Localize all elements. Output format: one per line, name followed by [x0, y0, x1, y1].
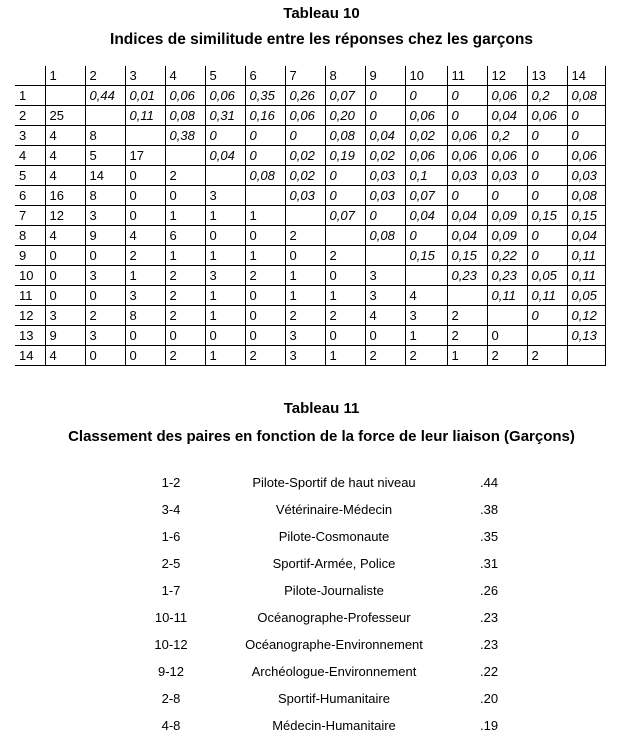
- pair-value: .44: [480, 475, 499, 490]
- table-cell: [527, 326, 567, 346]
- column-header: 1: [45, 66, 85, 86]
- table-cell: 4: [125, 226, 165, 246]
- tableau-10-subtitle: Indices de similitude entre les réponses chez les garçons: [110, 31, 533, 48]
- similarity-table: [15, 66, 606, 366]
- table-cell: 2: [325, 306, 365, 326]
- table-cell: [125, 126, 165, 146]
- row-header: 12: [15, 306, 45, 326]
- table-cell: 0,15: [405, 246, 447, 266]
- table-cell: 0: [205, 326, 245, 346]
- table-cell: 0,03: [285, 186, 325, 206]
- table-cell: 0: [85, 346, 125, 366]
- table-cell: 0: [405, 86, 447, 106]
- table-cell: 0,07: [325, 206, 365, 226]
- table-cell: 0,11: [527, 286, 567, 306]
- table-cell: 1: [285, 286, 325, 306]
- table-cell: 0,02: [285, 166, 325, 186]
- table-cell: 1: [325, 286, 365, 306]
- table-cell: 3: [285, 346, 325, 366]
- table-cell: 0,35: [245, 86, 285, 106]
- table-cell: 0: [45, 266, 85, 286]
- table-cell: 9: [45, 326, 85, 346]
- pair-id: 10-11: [154, 610, 188, 625]
- table-cell: 0,11: [487, 286, 527, 306]
- table-cell: 0,02: [285, 146, 325, 166]
- table-cell: 0: [527, 146, 567, 166]
- table-cell: 2: [325, 246, 365, 266]
- table-cell: 4: [45, 226, 85, 246]
- table-cell: 0: [447, 106, 487, 126]
- table-cell: 0,44: [85, 86, 125, 106]
- table-cell: 0: [165, 186, 205, 206]
- table-cell: 2: [125, 246, 165, 266]
- row-header: 5: [15, 166, 45, 186]
- table-cell: 2: [447, 326, 487, 346]
- table-cell: 0,07: [325, 86, 365, 106]
- table-cell: 0: [125, 326, 165, 346]
- table-cell: 0,06: [487, 86, 527, 106]
- table-cell: 0,02: [365, 146, 405, 166]
- column-header: 4: [165, 66, 205, 86]
- table-cell: 0: [447, 86, 487, 106]
- table-cell: 0,2: [527, 86, 567, 106]
- table-cell: 0,06: [165, 86, 205, 106]
- pair-names: Océanographe-Environnement: [245, 637, 423, 652]
- table-row: [15, 266, 605, 286]
- table-row: [15, 286, 605, 306]
- column-header: 6: [245, 66, 285, 86]
- table-cell: 2: [527, 346, 567, 366]
- table-cell: 12: [45, 206, 85, 226]
- table-cell: 3: [125, 286, 165, 306]
- table-cell: [205, 166, 245, 186]
- table-cell: 0,09: [487, 206, 527, 226]
- table-cell: [245, 186, 285, 206]
- table-cell: 2: [447, 306, 487, 326]
- table-cell: 0,31: [205, 106, 245, 126]
- table-cell: 0: [125, 346, 165, 366]
- table-cell: 1: [125, 266, 165, 286]
- column-header: 14: [567, 66, 605, 86]
- table-cell: 3: [405, 306, 447, 326]
- table-cell: 1: [405, 326, 447, 346]
- column-header: 7: [285, 66, 325, 86]
- table-cell: 2: [165, 266, 205, 286]
- table-cell: 0,13: [567, 326, 605, 346]
- table-cell: 0,12: [567, 306, 605, 326]
- pair-id: 4-8: [161, 718, 181, 733]
- pair-value: .20: [480, 691, 499, 706]
- table-cell: 0,06: [487, 146, 527, 166]
- pair-names: Sportif-Armée, Police: [272, 556, 396, 571]
- table-cell: 2: [165, 166, 205, 186]
- pair-names: Médecin-Humanitaire: [272, 718, 396, 733]
- list-item: [0, 527, 643, 547]
- pair-names: Sportif-Humanitaire: [278, 691, 390, 706]
- table-cell: 0: [85, 246, 125, 266]
- table-cell: 0,08: [365, 226, 405, 246]
- table-cell: 0: [325, 166, 365, 186]
- table-cell: 0: [365, 86, 405, 106]
- table-cell: 0: [45, 286, 85, 306]
- table-cell: 0: [285, 246, 325, 266]
- table-cell: 0: [245, 326, 285, 346]
- table-cell: 1: [165, 206, 205, 226]
- table-cell: 0,04: [447, 226, 487, 246]
- table-cell: 0,08: [165, 106, 205, 126]
- column-header: 5: [205, 66, 245, 86]
- row-header: 7: [15, 206, 45, 226]
- pair-id: 1-2: [161, 475, 181, 490]
- pair-names: Océanographe-Professeur: [257, 610, 411, 625]
- table-cell: 17: [125, 146, 165, 166]
- table-cell: 0: [527, 226, 567, 246]
- table-cell: 0: [245, 286, 285, 306]
- table-cell: 2: [285, 306, 325, 326]
- table-cell: 3: [85, 326, 125, 346]
- table-cell: 0: [365, 326, 405, 346]
- table-cell: 0: [125, 166, 165, 186]
- table-cell: 0,11: [125, 106, 165, 126]
- table-cell: 0: [527, 186, 567, 206]
- pair-value: .23: [480, 637, 499, 652]
- table-cell: 1: [205, 346, 245, 366]
- table-cell: 0,15: [447, 246, 487, 266]
- table-cell: 1: [325, 346, 365, 366]
- pair-id: 2-5: [161, 556, 181, 571]
- list-item: [0, 716, 643, 736]
- column-header: 2: [85, 66, 125, 86]
- table-cell: 8: [125, 306, 165, 326]
- table-cell: 16: [45, 186, 85, 206]
- table-cell: 0: [325, 266, 365, 286]
- table-cell: 0: [527, 166, 567, 186]
- table-cell: 0: [365, 106, 405, 126]
- pair-value: .19: [480, 718, 499, 733]
- list-item: [0, 500, 643, 520]
- table-cell: 0,11: [567, 266, 605, 286]
- table-cell: [285, 206, 325, 226]
- table-row: [15, 106, 605, 126]
- table-cell: 0,15: [527, 206, 567, 226]
- table-cell: 25: [45, 106, 85, 126]
- table-cell: 0: [205, 226, 245, 246]
- table-cell: [447, 286, 487, 306]
- pair-id: 9-12: [157, 664, 185, 679]
- pair-value: .38: [480, 502, 499, 517]
- table-cell: 1: [165, 246, 205, 266]
- table-cell: 0: [85, 286, 125, 306]
- table-row: [15, 146, 605, 166]
- tableau-11-subtitle: Classement des paires en fonction de la force de leur liaison (Garçons): [68, 428, 575, 445]
- table-cell: [85, 106, 125, 126]
- table-cell: 0,04: [447, 206, 487, 226]
- table-cell: 0: [405, 226, 447, 246]
- pair-id: 1-7: [161, 583, 181, 598]
- table-cell: 0,05: [527, 266, 567, 286]
- table-cell: 0,07: [405, 186, 447, 206]
- table-cell: 0,15: [567, 206, 605, 226]
- table-cell: 0,04: [567, 226, 605, 246]
- pair-value: .23: [480, 610, 499, 625]
- table-row: [15, 226, 605, 246]
- table-cell: 2: [165, 346, 205, 366]
- table-cell: 1: [245, 206, 285, 226]
- list-item: [0, 635, 643, 655]
- table-cell: 0,08: [567, 186, 605, 206]
- table-cell: 0,06: [527, 106, 567, 126]
- table-cell: 0,08: [245, 166, 285, 186]
- table-cell: 4: [45, 126, 85, 146]
- pair-names: Pilote-Cosmonaute: [278, 529, 390, 544]
- table-cell: 0: [567, 126, 605, 146]
- table-row: [15, 346, 605, 366]
- table-row: [15, 126, 605, 146]
- table-cell: 0,23: [447, 266, 487, 286]
- table-cell: 2: [365, 346, 405, 366]
- table-row: [15, 166, 605, 186]
- table-cell: 0,11: [567, 246, 605, 266]
- table-row: [15, 86, 605, 106]
- table-row: [15, 186, 605, 206]
- table-cell: 2: [85, 306, 125, 326]
- table-cell: 0: [527, 246, 567, 266]
- pair-id: 2-8: [161, 691, 181, 706]
- table-cell: 0,06: [567, 146, 605, 166]
- table-row: [15, 206, 605, 226]
- table-cell: 6: [165, 226, 205, 246]
- table-cell: 1: [285, 266, 325, 286]
- table-cell: 2: [405, 346, 447, 366]
- table-cell: 0: [325, 186, 365, 206]
- row-header: 14: [15, 346, 45, 366]
- table-cell: 0,06: [205, 86, 245, 106]
- pair-value: .31: [480, 556, 499, 571]
- row-header: 2: [15, 106, 45, 126]
- table-cell: 0,03: [487, 166, 527, 186]
- table-cell: [567, 346, 605, 366]
- table-cell: 0,06: [405, 106, 447, 126]
- pair-names: Pilote-Journaliste: [284, 583, 384, 598]
- table-cell: 0: [285, 126, 325, 146]
- table-cell: 0,23: [487, 266, 527, 286]
- table-cell: 0: [487, 186, 527, 206]
- table-cell: 2: [165, 306, 205, 326]
- pair-id: 10-12: [154, 637, 188, 652]
- list-item: [0, 554, 643, 574]
- column-header: 12: [487, 66, 527, 86]
- column-header: 3: [125, 66, 165, 86]
- pair-id: 1-6: [161, 529, 181, 544]
- table-cell: 0,06: [447, 146, 487, 166]
- table-cell: 3: [205, 266, 245, 286]
- row-header: 3: [15, 126, 45, 146]
- row-header: 13: [15, 326, 45, 346]
- table-cell: 0: [365, 206, 405, 226]
- table-cell: 2: [165, 286, 205, 306]
- table-cell: 2: [487, 346, 527, 366]
- table-cell: 4: [365, 306, 405, 326]
- table-cell: 0,26: [285, 86, 325, 106]
- table-row: [15, 306, 605, 326]
- table-cell: 3: [85, 266, 125, 286]
- table-cell: 4: [45, 146, 85, 166]
- tableau-10-title: Tableau 10: [283, 5, 360, 22]
- table-cell: [165, 146, 205, 166]
- table-cell: 0: [125, 206, 165, 226]
- table-cell: 0,04: [205, 146, 245, 166]
- tableau-11-title: Tableau 11: [283, 400, 360, 417]
- table-cell: 5: [85, 146, 125, 166]
- table-cell: 0,16: [245, 106, 285, 126]
- table-cell: 1: [205, 306, 245, 326]
- table-cell: [487, 306, 527, 326]
- table-cell: 2: [245, 266, 285, 286]
- pair-names: Archéologue-Environnement: [251, 664, 417, 679]
- table-cell: 0,05: [567, 286, 605, 306]
- list-item: [0, 689, 643, 709]
- table-cell: 0,09: [487, 226, 527, 246]
- column-header: [15, 66, 45, 86]
- table-cell: 0,01: [125, 86, 165, 106]
- table-cell: 0: [527, 306, 567, 326]
- list-item: [0, 662, 643, 682]
- table-cell: 0,38: [165, 126, 205, 146]
- list-item: [0, 581, 643, 601]
- row-header: 6: [15, 186, 45, 206]
- table-cell: 0,02: [405, 126, 447, 146]
- table-cell: 0,06: [405, 146, 447, 166]
- table-cell: 1: [205, 206, 245, 226]
- list-item: [0, 608, 643, 628]
- table-cell: 1: [205, 286, 245, 306]
- row-header: 9: [15, 246, 45, 266]
- table-cell: [45, 86, 85, 106]
- table-cell: [325, 226, 365, 246]
- table-cell: 0,04: [365, 126, 405, 146]
- row-header: 4: [15, 146, 45, 166]
- row-header: 11: [15, 286, 45, 306]
- table-cell: 3: [205, 186, 245, 206]
- table-cell: 0: [45, 246, 85, 266]
- table-row: [15, 246, 605, 266]
- table-cell: 0,03: [365, 166, 405, 186]
- table-cell: 0: [447, 186, 487, 206]
- table-cell: 2: [285, 226, 325, 246]
- table-cell: 8: [85, 186, 125, 206]
- column-header: 10: [405, 66, 447, 86]
- pair-names: Vétérinaire-Médecin: [275, 502, 393, 517]
- column-header: 13: [527, 66, 567, 86]
- table-cell: 1: [245, 246, 285, 266]
- pair-id: 3-4: [161, 502, 181, 517]
- table-cell: 0,08: [567, 86, 605, 106]
- table-cell: 0,03: [365, 186, 405, 206]
- table-header-row: [15, 66, 605, 86]
- list-item: [0, 473, 643, 493]
- table-cell: 4: [45, 346, 85, 366]
- table-cell: 0: [487, 326, 527, 346]
- table-cell: 0,04: [405, 206, 447, 226]
- column-header: 8: [325, 66, 365, 86]
- table-cell: 14: [85, 166, 125, 186]
- table-cell: 8: [85, 126, 125, 146]
- table-cell: 9: [85, 226, 125, 246]
- table-cell: 0,04: [487, 106, 527, 126]
- table-cell: 0,03: [447, 166, 487, 186]
- table-cell: 0,19: [325, 146, 365, 166]
- table-cell: 0: [325, 326, 365, 346]
- table-row: [15, 326, 605, 346]
- table-cell: 0: [245, 146, 285, 166]
- table-cell: 0: [125, 186, 165, 206]
- table-cell: 0,06: [447, 126, 487, 146]
- column-header: 9: [365, 66, 405, 86]
- table-cell: 2: [245, 346, 285, 366]
- table-cell: [405, 266, 447, 286]
- table-cell: 0: [567, 106, 605, 126]
- table-cell: 0,03: [567, 166, 605, 186]
- table-cell: 0: [165, 326, 205, 346]
- pair-names: Pilote-Sportif de haut niveau: [252, 475, 416, 490]
- table-cell: 1: [205, 246, 245, 266]
- table-cell: 0,1: [405, 166, 447, 186]
- table-cell: 0,08: [325, 126, 365, 146]
- row-header: 8: [15, 226, 45, 246]
- table-cell: 0,20: [325, 106, 365, 126]
- table-cell: 1: [447, 346, 487, 366]
- table-cell: 0: [245, 126, 285, 146]
- table-cell: 3: [45, 306, 85, 326]
- table-cell: 0,06: [285, 106, 325, 126]
- row-header: 10: [15, 266, 45, 286]
- table-cell: 3: [365, 286, 405, 306]
- row-header: 1: [15, 86, 45, 106]
- table-cell: 0,2: [487, 126, 527, 146]
- column-header: 11: [447, 66, 487, 86]
- pair-value: .22: [480, 664, 499, 679]
- table-cell: 3: [365, 266, 405, 286]
- table-cell: 3: [285, 326, 325, 346]
- pair-value: .35: [480, 529, 499, 544]
- table-cell: 4: [45, 166, 85, 186]
- table-cell: 3: [85, 206, 125, 226]
- table-cell: [365, 246, 405, 266]
- table-cell: 4: [405, 286, 447, 306]
- table-cell: 0: [245, 226, 285, 246]
- pair-value: .26: [480, 583, 499, 598]
- table-cell: 0,22: [487, 246, 527, 266]
- table-cell: 0: [205, 126, 245, 146]
- table-cell: 0: [527, 126, 567, 146]
- table-cell: 0: [245, 306, 285, 326]
